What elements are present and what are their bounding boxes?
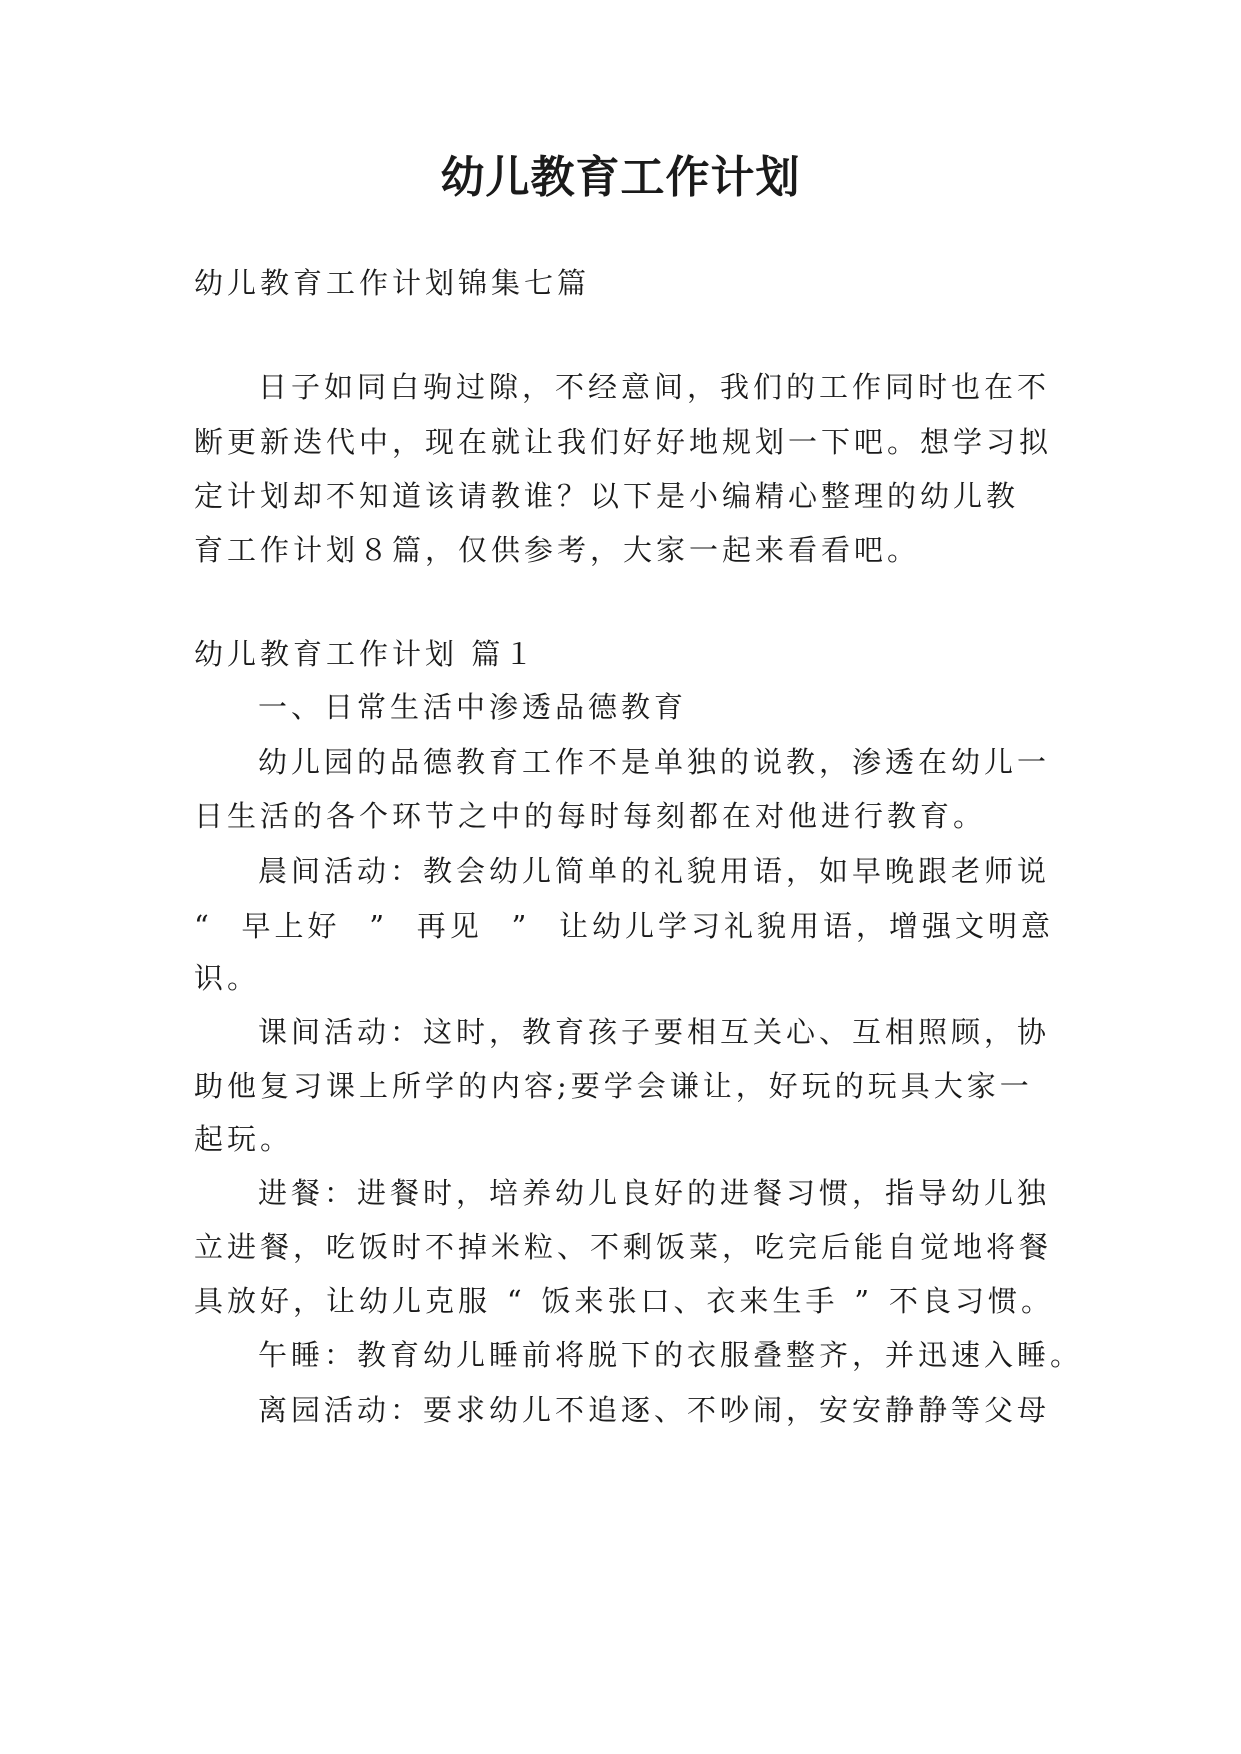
quote-mark: ” — [369, 909, 389, 943]
paragraph-line: 课间活动：这时，教育孩子要相互关心、互相照顾，协 — [258, 1015, 1051, 1049]
quoted-greeting-row — [194, 906, 1054, 946]
paragraph-line: 幼儿园的品德教育工作不是单独的说教，渗透在幼儿一 — [258, 745, 1051, 779]
paragraph-line: 起玩。 — [194, 1122, 294, 1156]
paragraph-text: 不良习惯。 — [888, 1284, 1054, 1318]
paragraph-text: 让幼儿学习礼貌用语，增强文明意 — [558, 909, 1054, 943]
quoted-habit-row — [194, 1281, 1054, 1321]
subheading: 一、日常生活中渗透品德教育 — [258, 690, 688, 724]
quote-mark: ” — [511, 909, 531, 943]
quote-mark: “ — [194, 909, 213, 943]
intro-line: 定计划却不知道该请教谁？以下是小编精心整理的幼儿教 — [194, 479, 1020, 513]
document-title: 幼儿教育工作计划 — [440, 152, 801, 203]
intro-line: 日子如同白驹过隙，不经意间，我们的工作同时也在不 — [258, 370, 1051, 404]
quote-mark: ” — [854, 1284, 874, 1318]
paragraph-line — [194, 906, 1054, 946]
paragraph-line: 识。 — [194, 961, 261, 995]
paragraph-text: 具放好，让幼儿克服 — [194, 1284, 492, 1318]
paragraph-line: 日生活的各个环节之中的每时每刻都在对他进行教育。 — [194, 799, 987, 833]
paragraph-line: 进餐：进餐时，培养幼儿良好的进餐习惯，指导幼儿独 — [258, 1176, 1051, 1210]
section-heading: 幼儿教育工作计划 篇１ — [194, 637, 538, 671]
paragraph-line — [194, 1281, 1054, 1321]
paragraph-line: 晨间活动：教会幼儿简单的礼貌用语，如早晚跟老师说 — [258, 854, 1051, 888]
quoted-word: 早上好 — [241, 909, 341, 943]
intro-line: 断更新迭代中，现在就让我们好好地规划一下吧。想学习拟 — [194, 425, 1053, 459]
quote-mark: “ — [506, 1284, 526, 1318]
paragraph-line: 午睡：教育幼儿睡前将脱下的衣服叠整齐，并迅速入睡。 — [258, 1338, 1084, 1372]
document-subtitle: 幼儿教育工作计划锦集七篇 — [194, 266, 591, 300]
quoted-word: 再见 — [416, 909, 483, 943]
quoted-phrase: 饭来张口、衣来生手 — [541, 1284, 839, 1318]
paragraph-line: 立进餐，吃饭时不掉米粒、不剩饭菜，吃完后能自觉地将餐 — [194, 1230, 1053, 1264]
paragraph-line: 离园活动：要求幼儿不追逐、不吵闹，安安静静等父母 — [258, 1393, 1051, 1427]
paragraph-line: 助他复习课上所学的内容;要学会谦让，好玩的玩具大家一 — [194, 1069, 1033, 1103]
intro-line: 育工作计划８篇，仅供参考，大家一起来看看吧。 — [194, 533, 921, 567]
